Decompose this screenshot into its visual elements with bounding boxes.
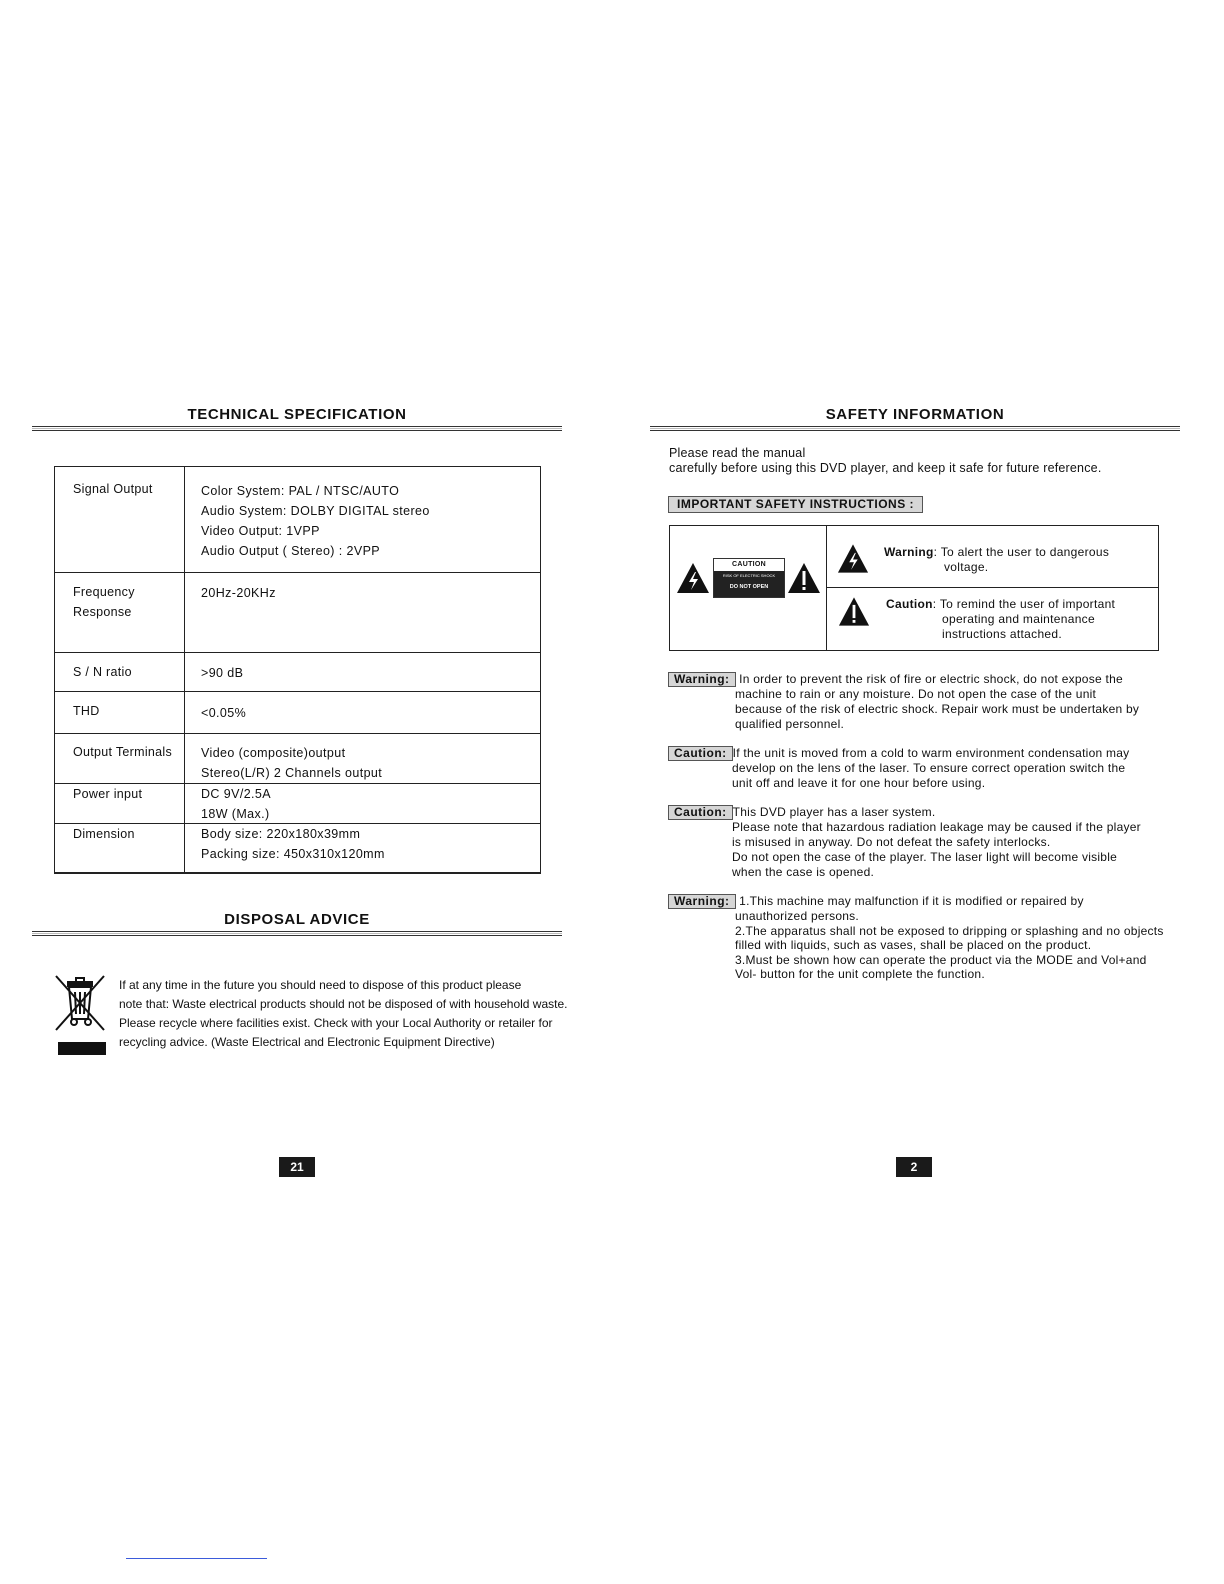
spec-label: Dimension — [55, 824, 185, 872]
spec-title-rule — [32, 426, 562, 431]
spec-row-signal-output — [55, 467, 540, 572]
warning-note-fire: Warning: In order to prevent the risk of fire or electric shock, do not expose the machine to rain or any moisture. Do not open the case of the unit because of the risk of electric shock. Repair work must be undertaken by qualified personnel. — [668, 672, 1139, 732]
spec-row-dimension — [55, 823, 540, 872]
spec-values: <0.05% — [201, 706, 247, 720]
page-number-left: 21 — [279, 1157, 315, 1177]
spec-row-frequency-response — [55, 572, 540, 652]
spec-table — [54, 466, 541, 874]
spec-values: Color System: PAL / NTSC/AUTO Audio System: DOLBY DIGITAL stereo Video Output: 1VPP Audio Output ( Stereo) : 2VPP — [201, 484, 430, 558]
lightning-triangle-icon — [676, 562, 710, 594]
spec-label: Frequency Response — [55, 573, 185, 652]
disposal-text: If at any time in the future you should need to dispose of this product please note that: Waste electrical products should not be disposed of with household waste. Please recycle where facilities exist. Check with your Local Authority or retailer for recycling advice. (Waste Electrical and Electronic Equipment Directive) — [119, 978, 568, 1049]
crossed-out-wheelie-bin-icon — [52, 972, 108, 1058]
spec-label: THD — [55, 692, 185, 733]
caution-badge: Caution: — [668, 746, 733, 761]
spec-row-output-terminals — [55, 733, 540, 783]
caution-note-laser: Caution: This DVD player has a laser system. Please note that hazardous radiation leakage may be caused if the player is misused in anyway. Do not defeat the safety interlocks. Do not open the case of the player. The laser light will become visible when the case is opened. — [668, 805, 1141, 880]
spec-label: Power input — [55, 784, 185, 823]
lightning-triangle-icon — [837, 543, 869, 574]
caution-symbol-cell — [827, 588, 1158, 650]
page-number-right: 2 — [896, 1157, 932, 1177]
spec-label: Signal Output — [55, 467, 185, 572]
caution-label-cell — [670, 526, 827, 650]
safety-symbols-box — [669, 525, 1159, 651]
spec-values: Body size: 220x180x39mm Packing size: 450x310x120mm — [201, 827, 385, 861]
warning-symbol-cell — [827, 526, 1158, 588]
spec-row-power-input — [55, 783, 540, 823]
exclamation-triangle-icon — [838, 596, 870, 627]
safety-title-rule — [650, 426, 1180, 431]
disposal-title: DISPOSAL ADVICE — [224, 911, 370, 928]
spec-values: DC 9V/2.5A 18W (Max.) — [201, 787, 272, 821]
footer-underline — [126, 1558, 267, 1559]
spec-values: >90 dB — [201, 666, 244, 680]
warning-badge: Warning: — [668, 894, 736, 909]
safety-intro: Please read the manual carefully before using this DVD player, and keep it safe for future reference. — [669, 446, 1102, 475]
spec-values: 20Hz-20KHz — [201, 586, 276, 600]
spec-label: S / N ratio — [55, 653, 185, 691]
caution-symbol-text: Caution: To remind the user of important operating and maintenance instructions attached. — [886, 597, 1116, 641]
warning-symbol-text: Warning: To alert the user to dangerous voltage. — [884, 545, 1110, 574]
safety-title: SAFETY INFORMATION — [825, 406, 1005, 423]
exclamation-triangle-icon — [787, 562, 821, 594]
disposal-title-rule — [32, 931, 562, 936]
warning-note-malfunction: Warning: 1.This machine may malfunction if it is modified or repaired by unauthorized persons. 2.The apparatus shall not be exposed to dripping or splashing and no objects filled with liquids, such as vases, shall be placed on the product. 3.Must be shown how can operate the product via the MODE and Vol+and Vol- button for the unit complete the function. — [668, 894, 1164, 982]
warning-badge: Warning: — [668, 672, 736, 687]
spec-title: TECHNICAL SPECIFICATION — [187, 406, 407, 423]
spec-label: Output Terminals — [55, 734, 185, 783]
caution-note-condensation: Caution: If the unit is moved from a cold to warm environment condensation may develop on the lens of the laser. To ensure correct operation switch the unit off and leave it for one hour before using. — [668, 746, 1129, 791]
spec-values: Video (composite)output Stereo(L/R) 2 Channels output — [201, 746, 383, 780]
spec-row-thd — [55, 691, 540, 733]
caution-plate: CAUTION RISK OF ELECTRIC SHOCK DO NOT OPEN — [713, 558, 785, 598]
caution-badge: Caution: — [668, 805, 733, 820]
spec-row-sn-ratio — [55, 652, 540, 691]
important-safety-instructions-label: IMPORTANT SAFETY INSTRUCTIONS : — [668, 496, 923, 513]
